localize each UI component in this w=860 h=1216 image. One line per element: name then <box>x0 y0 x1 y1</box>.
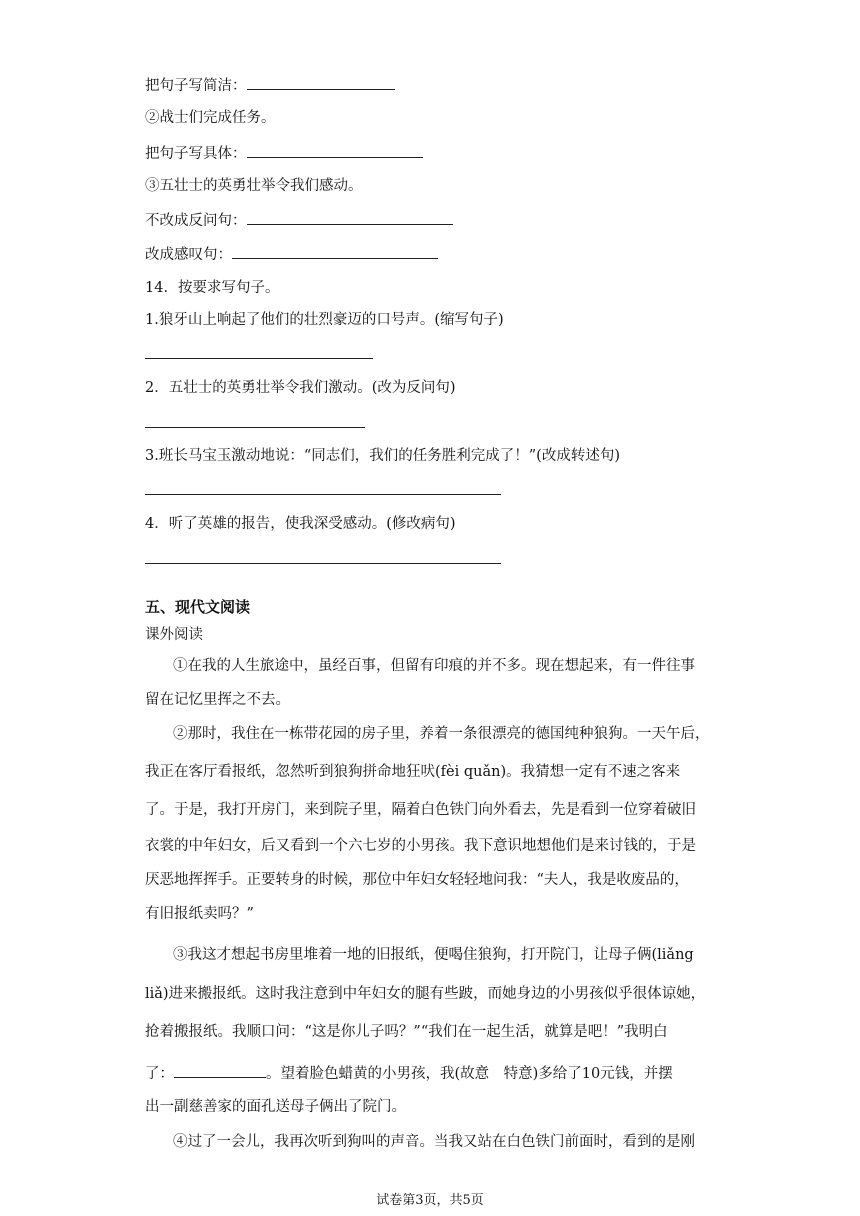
q13-label-4: ③五壮士的英勇壮举令我们感动。 <box>145 178 363 194</box>
p3-line-1: ③我这才想起书房里堆着一地的旧报纸，便喝住狼狗，打开院门，让母子俩(liǎng <box>173 947 694 963</box>
q14-item-1: 1.狼牙山上响起了他们的壮烈豪迈的口号声。(缩写句子) <box>145 312 504 328</box>
q13-line-5 <box>145 210 453 231</box>
q13-label-2: ②战士们完成任务。 <box>145 110 276 126</box>
p3-line-5: 出一副慈善家的面孔送母子俩出了院门。 <box>145 1099 406 1115</box>
q13-label-3: 把句子写具体： <box>145 146 247 162</box>
q14-title: 14．按要求写句子。 <box>145 280 280 296</box>
p2-line-1: ②那时，我住在一栋带花园的房子里，养着一条很漂亮的德国纯种狼狗。一天午后， <box>173 726 710 742</box>
p3-line-4 <box>145 1063 673 1084</box>
p4-line-1: ④过了一会儿，我再次听到狗叫的声音。当我又站在白色铁门前面时，看到的是刚 <box>173 1134 695 1150</box>
answer-line-2[interactable] <box>145 427 365 428</box>
p1-line-2: 留在记忆里挥之不去。 <box>145 692 290 708</box>
p2-line-2: 我正在客厅看报纸，忽然听到狼狗拼命地狂吠(fèi quǎn)。我猜想一定有不速之客来 <box>145 764 681 780</box>
q13-line-4 <box>145 176 363 196</box>
answer-blank[interactable] <box>247 75 395 90</box>
answer-line-1[interactable] <box>145 358 373 359</box>
p3-line-4-start: 了： <box>145 1066 174 1082</box>
q13-line-2 <box>145 108 276 128</box>
page-footer: 试卷第3页，共5页 <box>376 1193 484 1208</box>
q13-label-1: 把句子写简洁： <box>145 78 247 94</box>
p3-line-2: liǎ)进来搬报纸。这时我注意到中年妇女的腿有些跛，而她身边的小男孩似乎很体谅她， <box>145 986 706 1002</box>
section-heading: 五、现代文阅读 <box>145 598 251 616</box>
p2-line-4: 衣裳的中年妇女，后又看到一个六七岁的小男孩。我下意识地想他们是来讨钱的，于是 <box>145 838 696 854</box>
answer-blank[interactable] <box>247 143 423 158</box>
answer-blank[interactable] <box>247 210 453 225</box>
q13-label-6: 改成感叹句： <box>145 247 232 263</box>
answer-line-3[interactable] <box>145 494 501 495</box>
p3-line-4-end: 。望着脸色蜡黄的小男孩，我(故意 特意)多给了10元钱，并摆 <box>266 1066 673 1082</box>
q13-line-1 <box>145 75 395 96</box>
p2-line-6: 有旧报纸卖吗？” <box>145 906 254 922</box>
q14-item-2: 2．五壮士的英勇壮举令我们激动。(改为反问句) <box>145 380 456 396</box>
p1-line-1: ①在我的人生旅途中，虽经百事，但留有印痕的并不多。现在想起来，有一件往事 <box>173 658 695 674</box>
answer-blank[interactable] <box>232 244 438 259</box>
section-subheading: 课外阅读 <box>145 627 203 643</box>
p2-line-5: 厌恶地挥挥手。正要转身的时候，那位中年妇女轻轻地问我：“夫人，我是收废品的， <box>145 872 689 888</box>
q13-line-3 <box>145 143 423 164</box>
answer-line-4[interactable] <box>145 563 501 564</box>
q13-line-6 <box>145 244 438 265</box>
q14-item-3: 3.班长马宝玉激动地说：“同志们，我们的任务胜利完成了！”(改成转述句) <box>145 448 620 464</box>
p3-line-3: 抢着搬报纸。我顺口问：“这是你儿子吗？”“我们在一起生活，就算是吧！”我明白 <box>145 1024 668 1040</box>
p2-line-3: 了。于是，我打开房门，来到院子里，隔着白色铁门向外看去，先是看到一位穿着破旧 <box>145 802 696 818</box>
answer-blank[interactable] <box>174 1063 266 1078</box>
q13-label-5: 不改成反问句： <box>145 213 247 229</box>
q14-item-4: 4．听了英雄的报告，使我深受感动。(修改病句) <box>145 516 456 532</box>
